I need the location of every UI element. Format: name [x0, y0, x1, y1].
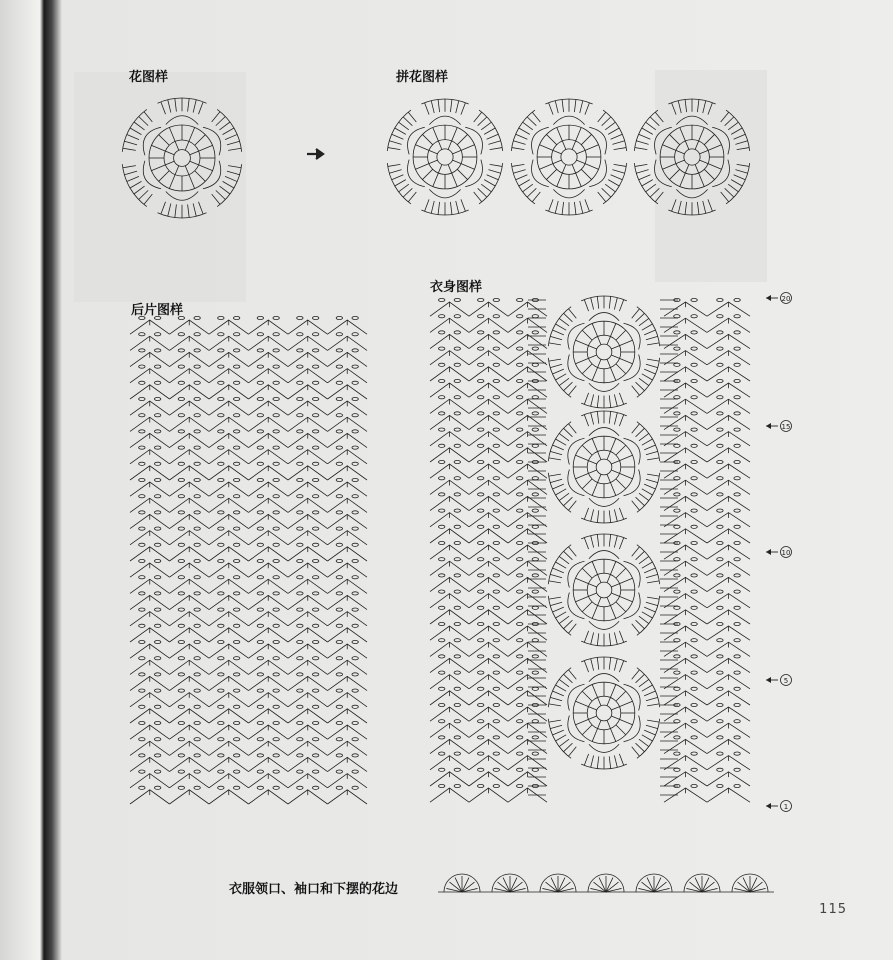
row-marker-20 [766, 293, 792, 304]
back-piece-pattern-title: 后片图样 [131, 303, 184, 318]
svg-text:5: 5 [783, 676, 789, 685]
row-marker-10 [766, 547, 792, 558]
joined-flower-2 [511, 99, 626, 215]
body-flower-1 [548, 296, 659, 408]
joined-pattern-title: 拼花图样 [396, 70, 449, 85]
page-number: 115 [819, 902, 847, 917]
body-pattern-title: 衣身图样 [430, 280, 483, 295]
svg-text:1: 1 [783, 802, 789, 811]
joined-flower-3 [634, 99, 749, 215]
body-left-mesh [430, 298, 547, 802]
arrow-icon [307, 149, 323, 159]
svg-text:10: 10 [781, 548, 791, 557]
flower-motif [122, 98, 241, 218]
joined-flower-1 [387, 99, 502, 215]
body-flower-3 [548, 534, 659, 646]
back-piece-mesh [130, 316, 367, 804]
row-marker-1 [766, 801, 792, 812]
body-right-mesh [664, 298, 750, 802]
edging-pattern-title: 衣服领口、袖口和下摆的花边 [229, 882, 399, 897]
svg-text:15: 15 [781, 422, 791, 431]
svg-text:20: 20 [781, 294, 791, 303]
row-marker-5 [766, 675, 792, 686]
row-marker-15 [766, 421, 792, 432]
edging-fans [438, 874, 774, 892]
body-flower-2 [548, 411, 659, 523]
flower-pattern-title: 花图样 [129, 70, 169, 85]
body-flower-4 [548, 657, 659, 769]
